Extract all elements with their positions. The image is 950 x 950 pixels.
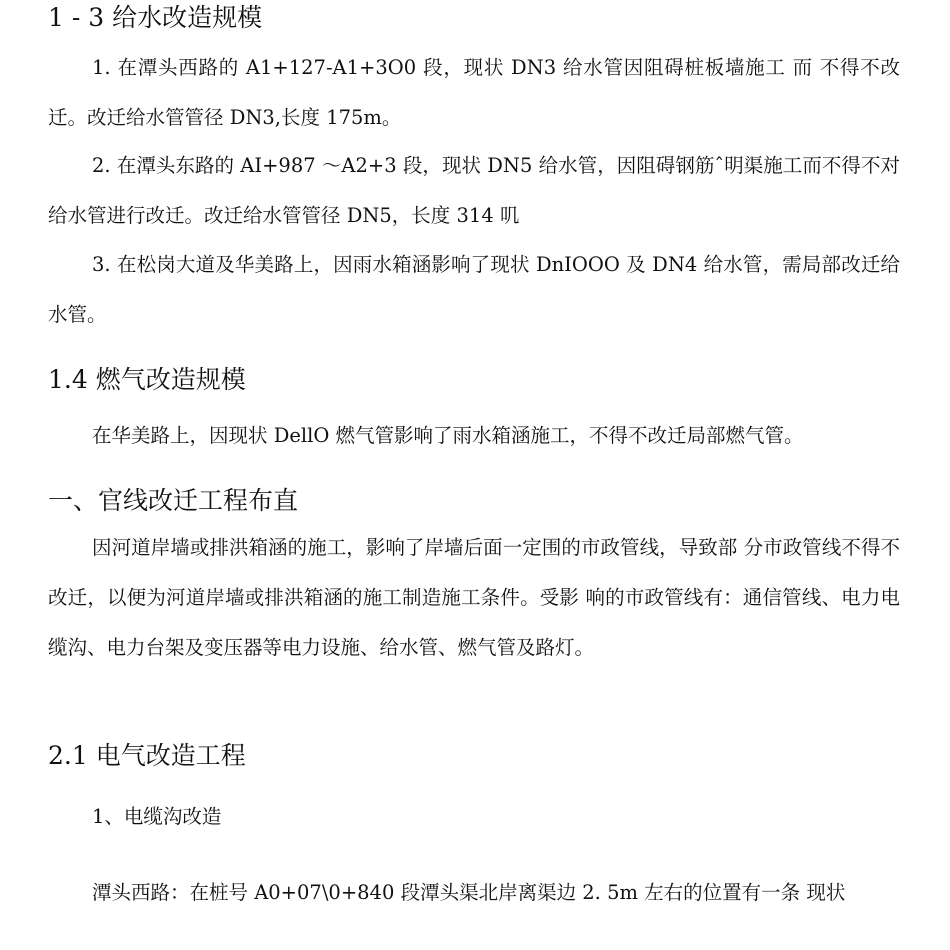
paragraph-cable-trench: 潭头西路：在桩号 A0+07\0+840 段潭头渠北岸离渠边 2. 5m 左右的位置有一条 现状 [92, 881, 846, 904]
paragraph-gas: 在华美路上，因现状 DellO 燃气管影响了雨水箱涵施工，不得不改迁局部燃气管。 [92, 424, 804, 447]
paragraph-item-1: 1. 在潭头西路的 A1+127-A1+3O0 段，现状 DN3 给水管因阻碍桩板墙施工 而 不得不改迁。改迁给水管管径 DN3,长度 175m。 [48, 56, 900, 129]
paragraph-pipeline: 因河道岸墙或排洪箱涵的施工，影响了岸墙后面一定围的市政管线，导致部 分市政管线不得不改迁，以便为河道岸墙或排洪箱涵的施工制造施工条件。受影 响的市政管线有：通信管线、电力电缆沟、电力台架及变压器等电力设施、给水管、燃气管及路灯。 [48, 536, 900, 659]
heading-water-supply: 1 - 3 给水改造规模 [48, 3, 263, 32]
heading-pipeline-layout: 一、官线改迁工程布直 [48, 486, 299, 515]
heading-electrical: 2.1 电气改造工程 [48, 741, 246, 770]
heading-gas: 1.4 燃气改造规模 [48, 365, 246, 394]
paragraph-item-3: 3. 在松岗大道及华美路上，因雨水箱涵影响了现状 DnIOOO 及 DN4 给水管，需局部改迁给水管。 [48, 253, 900, 326]
subheading-cable-trench: 1、电缆沟改造 [92, 805, 222, 828]
paragraph-item-2: 2. 在潭头东路的 AI+987 〜A2+3 段，现状 DN5 给水管，因阻碍钢筋ˆ明渠施工而不得不对给水管进行改迁。改迁给水管管径 DN5，长度 314 叽 [48, 154, 900, 227]
